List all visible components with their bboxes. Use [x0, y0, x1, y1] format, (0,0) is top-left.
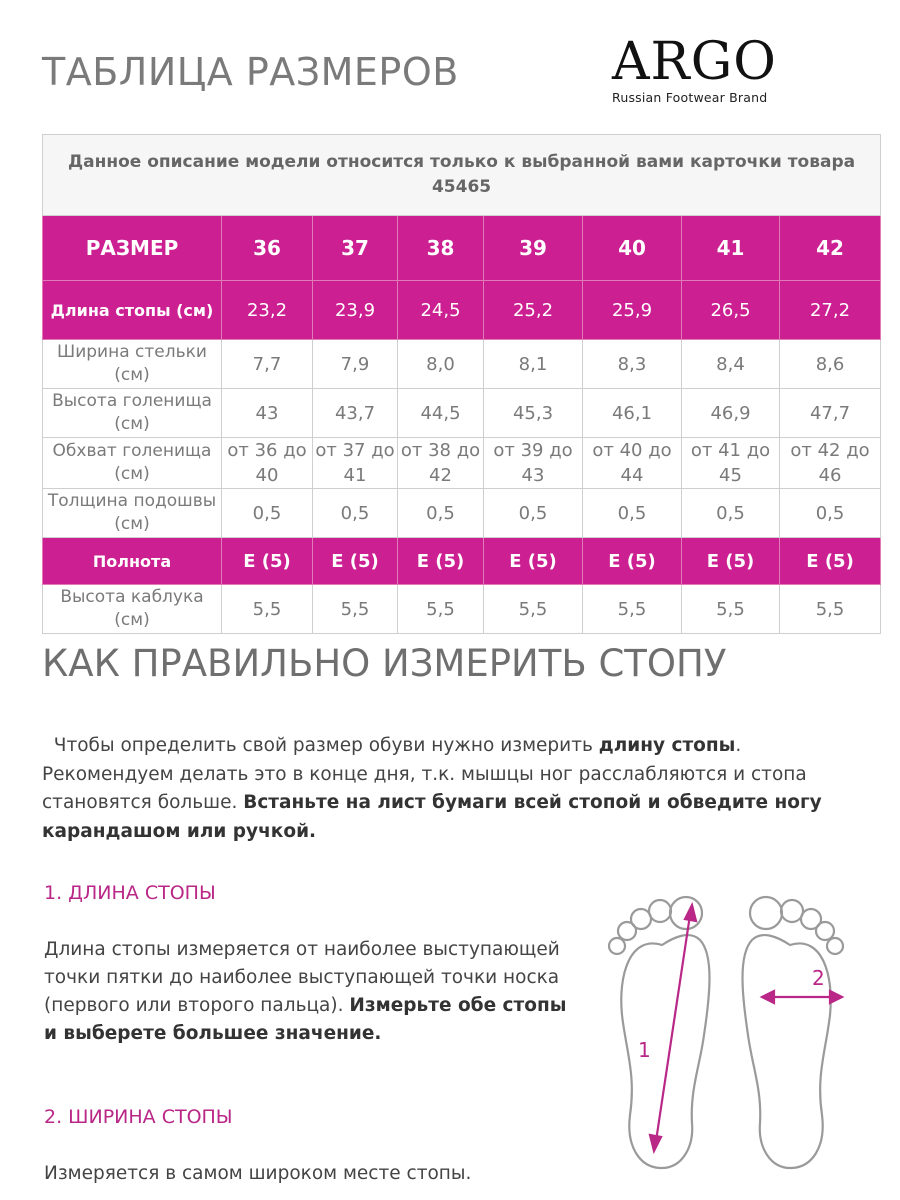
model-notice: Данное описание модели относится только к выбранной вами карточки товара 45465	[43, 135, 881, 216]
diagram-label-width: 2	[812, 966, 825, 990]
row-label: Высота голенища (см)	[43, 389, 222, 438]
right-foot-outline	[743, 897, 844, 1168]
size-header-cell: 36	[222, 216, 313, 281]
length-arrow	[650, 905, 696, 1151]
table-cell: 5,5	[398, 585, 484, 634]
size-header-cell: 37	[313, 216, 398, 281]
table-cell: 45,3	[484, 389, 583, 438]
section-foot-length-text	[44, 936, 574, 1048]
table-cell: 7,9	[313, 340, 398, 389]
foot-length-row	[43, 281, 881, 340]
heel-height-row	[43, 585, 881, 634]
table-cell: 5,5	[583, 585, 682, 634]
table-cell: 47,7	[780, 389, 881, 438]
section1-bold: Измерьте обе стопы и выберете большее значение.	[44, 995, 567, 1044]
intro-part-1: Чтобы определить свой размер обуви нужно измерить	[53, 735, 599, 756]
table-cell: от 37 до 41	[313, 438, 398, 489]
table-cell: E (5)	[222, 538, 313, 585]
size-header-label: РАЗМЕР	[43, 216, 222, 281]
sole-thickness-row	[43, 489, 881, 538]
table-cell: 5,5	[484, 585, 583, 634]
table-cell: от 36 до 40	[222, 438, 313, 489]
table-cell: 0,5	[780, 489, 881, 538]
section-foot-width-title: 2. ШИРИНА СТОПЫ	[44, 1106, 233, 1128]
table-cell: 46,1	[583, 389, 682, 438]
table-cell: 23,9	[313, 281, 398, 340]
size-header-cell: 42	[780, 216, 881, 281]
table-cell: 7,7	[222, 340, 313, 389]
section1-text: Длина стопы измеряется от наиболее выступающей точки пятки до наиболее выступающей точки носка (первого или второго пальца).	[44, 939, 560, 1016]
table-cell: 0,5	[484, 489, 583, 538]
row-label: Высота каблука (см)	[43, 585, 222, 634]
size-header-cell: 39	[484, 216, 583, 281]
size-header-row	[43, 216, 881, 281]
intro-bold-1: длину стопы	[598, 735, 736, 756]
foot-measure-diagram	[600, 885, 870, 1175]
row-label: Ширина стельки (см)	[43, 340, 222, 389]
table-cell: 8,0	[398, 340, 484, 389]
table-cell: 5,5	[780, 585, 881, 634]
table-cell: 27,2	[780, 281, 881, 340]
table-cell: 23,2	[222, 281, 313, 340]
table-cell: E (5)	[682, 538, 780, 585]
table-cell: от 41 до 45	[682, 438, 780, 489]
table-cell: 8,3	[583, 340, 682, 389]
table-cell: 24,5	[398, 281, 484, 340]
table-cell: E (5)	[780, 538, 881, 585]
table-cell: 26,5	[682, 281, 780, 340]
row-label: Полнота	[43, 538, 222, 585]
table-cell: E (5)	[484, 538, 583, 585]
table-cell: 8,6	[780, 340, 881, 389]
size-header-cell: 40	[583, 216, 682, 281]
section-foot-length-title: 1. ДЛИНА СТОПЫ	[44, 882, 216, 904]
size-header-cell: 41	[682, 216, 780, 281]
page-title: ТАБЛИЦА РАЗМЕРОВ	[42, 50, 459, 94]
table-cell: 8,1	[484, 340, 583, 389]
table-cell: 46,9	[682, 389, 780, 438]
size-table	[42, 134, 881, 634]
width-arrow	[762, 991, 842, 1003]
row-label: Длина стопы (см)	[43, 281, 222, 340]
table-cell: 0,5	[583, 489, 682, 538]
logo-text: ARGO	[612, 32, 777, 92]
table-cell: от 42 до 46	[780, 438, 881, 489]
table-cell: 5,5	[682, 585, 780, 634]
table-cell: от 38 до 42	[398, 438, 484, 489]
section-foot-width-text: Измеряется в самом широком месте стопы.	[44, 1163, 472, 1184]
shaft-height-row	[43, 389, 881, 438]
shaft-girth-row	[43, 438, 881, 489]
table-cell: 0,5	[398, 489, 484, 538]
table-cell: E (5)	[583, 538, 682, 585]
brand-logo	[612, 34, 812, 105]
diagram-label-length: 1	[638, 1038, 651, 1062]
table-cell: 8,4	[682, 340, 780, 389]
table-cell: 5,5	[222, 585, 313, 634]
intro-bold-2: Встаньте на лист бумаги всей стопой и обведите ногу карандашом или ручкой.	[42, 792, 822, 842]
table-cell: 25,2	[484, 281, 583, 340]
table-cell: E (5)	[313, 538, 398, 585]
row-label: Обхват голенища (см)	[43, 438, 222, 489]
logo-subtitle: Russian Footwear Brand	[612, 90, 768, 105]
table-cell: 25,9	[583, 281, 682, 340]
left-foot-outline	[609, 897, 710, 1168]
table-cell: 0,5	[682, 489, 780, 538]
table-cell: 0,5	[222, 489, 313, 538]
intro-text	[42, 732, 842, 846]
row-label: Толщина подошвы (см)	[43, 489, 222, 538]
intro-part-2: . Рекомендуем делать это в конце дня, т.к. мышцы ног расслабляются и стопа становятся больше.	[42, 735, 807, 813]
table-cell: от 39 до 43	[484, 438, 583, 489]
size-header-cell: 38	[398, 216, 484, 281]
table-cell: 44,5	[398, 389, 484, 438]
insole-width-row	[43, 340, 881, 389]
howto-title: КАК ПРАВИЛЬНО ИЗМЕРИТЬ СТОПУ	[42, 642, 727, 685]
fullness-row	[43, 538, 881, 585]
table-cell: от 40 до 44	[583, 438, 682, 489]
table-cell: 43	[222, 389, 313, 438]
table-cell: 43,7	[313, 389, 398, 438]
table-cell: E (5)	[398, 538, 484, 585]
table-cell: 0,5	[313, 489, 398, 538]
table-cell: 5,5	[313, 585, 398, 634]
